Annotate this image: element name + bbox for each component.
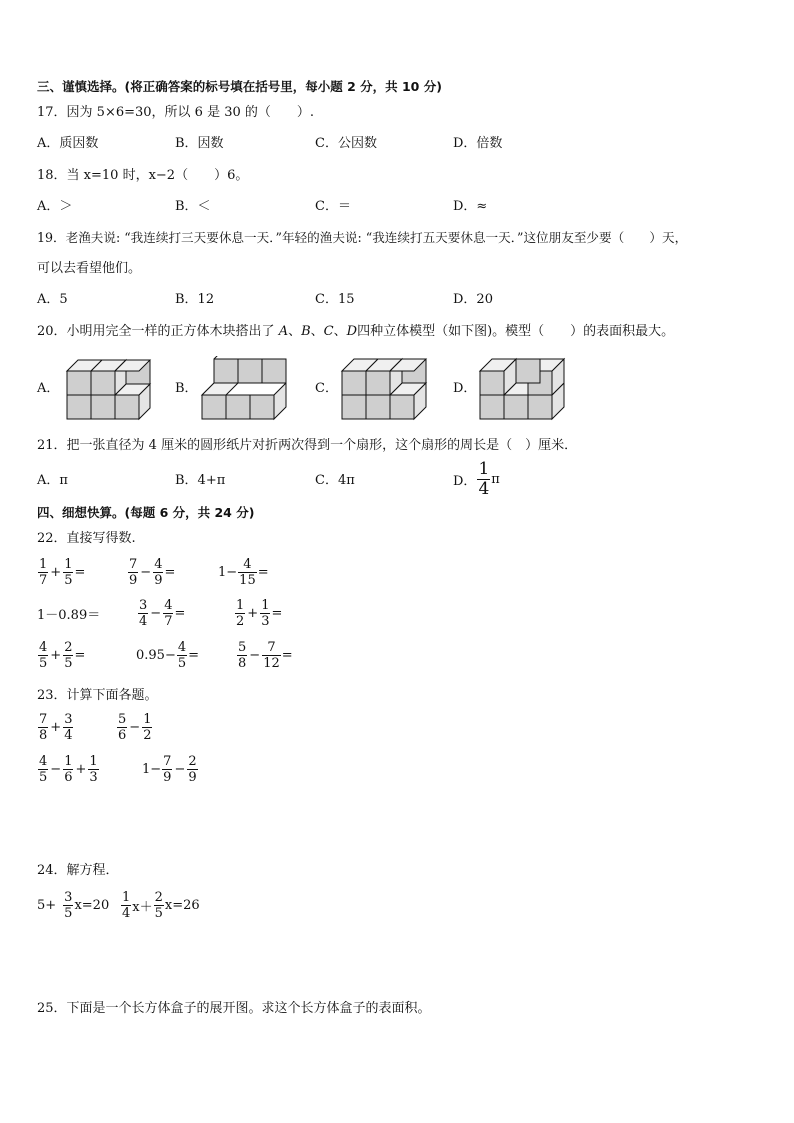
q21-option-a: A．π xyxy=(37,473,68,488)
q19-option-c: C．15 xyxy=(315,292,355,307)
fraction: $\frac{4}{9}$ xyxy=(154,557,163,588)
fraction: $\frac{2}{5}$ xyxy=(154,890,163,921)
q20-text: 20．小明用完全一样的正方体木块搭出了 A、B、C、D四种立体模型（如下图)。模型（ ）的表面积最大。 xyxy=(37,324,675,339)
fraction: $\frac{4}{7}$ xyxy=(164,598,173,629)
cube-model-c-image xyxy=(338,354,430,422)
fraction: $\frac{1}{2}$ xyxy=(143,712,152,743)
section-3-title: 三、谨慎选择。(将正确答案的标号填在括号里，每小题 2 分，共 10 分) xyxy=(37,79,442,94)
q20-letter-d: D xyxy=(346,324,358,339)
fraction: $\frac{7}{9}$ xyxy=(163,754,172,785)
section-4-title: 四、细想快算。(每题 6 分，共 24 分) xyxy=(37,505,255,520)
fraction: $\frac{2}{9}$ xyxy=(188,754,197,785)
q24-equation-2: $\frac{1}{4}$ x＋ $\frac{2}{5}$ x=26 xyxy=(122,890,200,921)
q17-option-a: A．质因数 xyxy=(37,136,99,151)
fraction: $\frac{7}{12}$ xyxy=(263,640,280,671)
q18-option-a: A．＞ xyxy=(37,199,73,214)
q21-option-b: B．4+π xyxy=(175,473,226,488)
fraction: $\frac{1}{2}$ xyxy=(236,598,245,629)
q20-option-c: C． xyxy=(315,381,338,396)
cube-model-b-image xyxy=(198,356,290,422)
q23-expression-4: 1− $\frac{7}{9}$ − $\frac{2}{9}$ xyxy=(142,754,197,785)
fraction: $\frac{4}{5}$ xyxy=(177,640,187,671)
q19-option-d: D．20 xyxy=(453,292,493,307)
q21-option-d-label: D． xyxy=(453,474,477,489)
q25-text: 25．下面是一个长方体盒子的展开图。求这个长方体盒子的表面积。 xyxy=(37,1001,431,1016)
fraction: $\frac{7}{8}$ xyxy=(39,712,48,743)
q17-option-b: B．因数 xyxy=(175,136,224,151)
q21-text: 21．把一张直径为 4 厘米的圆形纸片对折两次得到一个扇形，这个扇形的周长是（ ）厘米． xyxy=(37,438,578,453)
q22-item-9: $\frac{5}{8}$ − $\frac{7}{12}$ = xyxy=(238,640,293,671)
fraction: $\frac{7}{9}$ xyxy=(129,557,138,588)
q19-text-line2: 可以去看望他们。 xyxy=(37,261,142,276)
fraction: $\frac{1}{6}$ xyxy=(64,754,73,785)
fraction: $\frac{1}{5}$ xyxy=(64,557,73,588)
fraction: $\frac{2}{5}$ xyxy=(64,640,73,671)
q23-text: 23．计算下面各题。 xyxy=(37,688,158,703)
q20-option-b: B． xyxy=(175,381,198,396)
q22-text: 22．直接写得数. xyxy=(37,531,136,546)
q18-option-d: D．≈ xyxy=(453,199,488,214)
fraction: $\frac{4}{5}$ xyxy=(39,754,48,785)
q24-text: 24．解方程． xyxy=(37,863,119,878)
fraction: $\frac{3}{5}$ xyxy=(64,890,73,921)
q20-text-b: 四种立体模型（如下图)。模型（ ）的表面积最大。 xyxy=(357,324,675,339)
q23-expression-2: $\frac{5}{6}$ − $\frac{1}{2}$ xyxy=(118,712,152,743)
q17-option-c: C．公因数 xyxy=(315,136,377,151)
q22-item-6: $\frac{1}{2}$ + $\frac{1}{3}$ = xyxy=(236,598,283,629)
q20-text-a: 20．小明用完全一样的正方体木块搭出了 xyxy=(37,324,275,339)
q18-option-c: C．＝ xyxy=(315,199,351,214)
q20-option-d: D． xyxy=(453,381,477,396)
q20-letter-b: B xyxy=(301,324,311,339)
q19-option-a: A．5 xyxy=(37,292,68,307)
fraction: $\frac{4}{5}$ xyxy=(39,640,48,671)
q20-letter-a: A xyxy=(278,324,289,339)
q22-item-3: 1− $\frac{4}{15}$ = xyxy=(218,557,269,588)
q22-item-2: $\frac{7}{9}$ − $\frac{4}{9}$ = xyxy=(129,557,176,588)
q20-letter-c: C xyxy=(323,324,334,339)
fraction: $\frac{3}{4}$ xyxy=(139,598,148,629)
q21-option-d xyxy=(453,461,500,498)
fraction: $\frac{5}{6}$ xyxy=(118,712,127,743)
q20-option-a: A． xyxy=(37,381,60,396)
q22-item-8: 0.95− $\frac{4}{5}$ = xyxy=(136,640,200,671)
q21-option-d-suffix: π xyxy=(491,472,500,487)
fraction: $\frac{1}{7}$ xyxy=(39,557,48,588)
q17-option-d: D．倍数 xyxy=(453,136,503,151)
fraction: $\frac{4}{15}$ xyxy=(239,557,256,588)
q18-option-b: B．＜ xyxy=(175,199,211,214)
q22-item-5: $\frac{3}{4}$ − $\frac{4}{7}$ = xyxy=(139,598,186,629)
fraction: $\frac{3}{4}$ xyxy=(64,712,73,743)
cube-model-a-image xyxy=(62,356,154,422)
fraction: $\frac{1}{4}$ xyxy=(122,890,131,921)
q22-item-7: $\frac{4}{5}$ + $\frac{2}{5}$ = xyxy=(39,640,86,671)
q23-expression-3: $\frac{4}{5}$ − $\frac{1}{6}$ + $\frac{1}{3}$ xyxy=(39,754,98,785)
fraction: $\frac{1}{3}$ xyxy=(89,754,98,785)
q18-text: 18．当 x=10 时，x−2（ ）6。 xyxy=(37,168,249,183)
fraction: $\frac{1}{3}$ xyxy=(261,598,270,629)
q23-expression-1: $\frac{7}{8}$ + $\frac{3}{4}$ xyxy=(39,712,73,743)
fraction: $\frac{5}{8}$ xyxy=(238,640,247,671)
q19-text-line1: 19．老渔夫说: “我连续打三天要休息一天．”年轻的渔夫说: “我连续打五天要休息一天．”这位朋友至少要（ ）天， xyxy=(37,230,688,245)
cube-model-d-image xyxy=(476,354,568,422)
q22-item-4: 1－0.89＝ xyxy=(37,608,101,623)
q17-text: 17．因为 5×6=30，所以 6 是 30 的（ ）. xyxy=(37,105,315,120)
q21-option-d-fraction: $\frac{1}{4}$ xyxy=(478,459,490,499)
q24-equation-1: 5+ $\frac{3}{5}$ x=20 xyxy=(37,890,110,921)
q22-item-1: $\frac{1}{7}$ + $\frac{1}{5}$ = xyxy=(39,557,86,588)
q19-option-b: B．12 xyxy=(175,292,215,307)
q21-option-c: C．4π xyxy=(315,473,355,488)
